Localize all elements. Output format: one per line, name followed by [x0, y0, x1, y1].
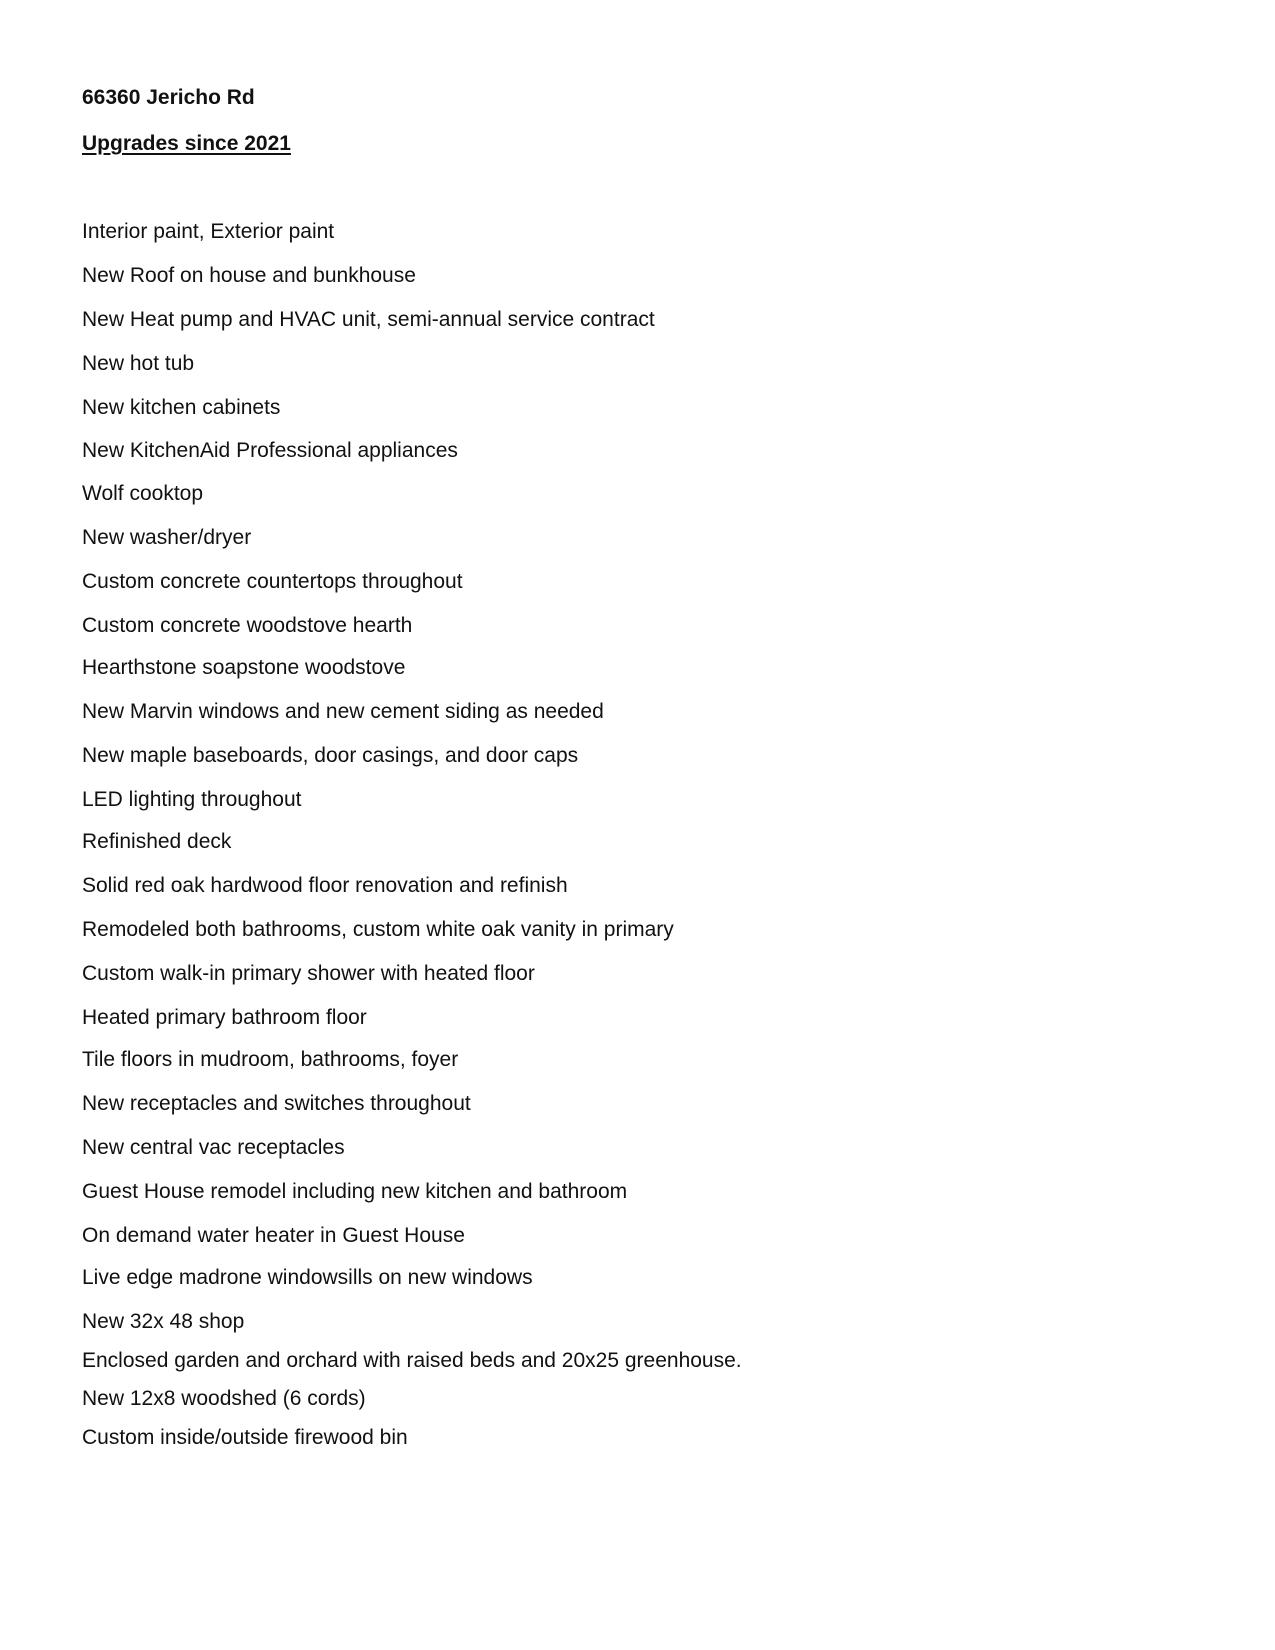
list-item: New KitchenAid Professional appliances [82, 439, 458, 462]
list-item: New 12x8 woodshed (6 cords) [82, 1387, 366, 1410]
list-item: Refinished deck [82, 830, 232, 853]
list-item: New 32x 48 shop [82, 1310, 245, 1333]
list-item: Custom concrete countertops throughout [82, 570, 463, 593]
list-item: Custom inside/outside firewood bin [82, 1426, 408, 1449]
list-item: New Marvin windows and new cement siding as needed [82, 700, 604, 723]
list-item: Live edge madrone windowsills on new windows [82, 1266, 533, 1289]
list-item: New Heat pump and HVAC unit, semi-annual service contract [82, 308, 655, 331]
list-item: Heated primary bathroom floor [82, 1006, 367, 1029]
list-item: New central vac receptacles [82, 1136, 345, 1159]
list-item: Interior paint, Exterior paint [82, 220, 335, 243]
list-item: Solid red oak hardwood floor renovation and refinish [82, 874, 568, 897]
list-item: On demand water heater in Guest House [82, 1224, 465, 1247]
list-item: New maple baseboards, door casings, and door caps [82, 744, 579, 767]
list-item: Tile floors in mudroom, bathrooms, foyer [82, 1048, 459, 1071]
list-item: New hot tub [82, 352, 195, 375]
list-item: Enclosed garden and orchard with raised beds and 20x25 greenhouse. [82, 1349, 742, 1372]
list-item: Wolf cooktop [82, 482, 204, 505]
list-item: New washer/dryer [82, 526, 252, 549]
list-item: Remodeled both bathrooms, custom white oak vanity in primary [82, 918, 674, 941]
page-title: 66360 Jericho Rd [82, 86, 255, 109]
list-item: Hearthstone soapstone woodstove [82, 656, 406, 679]
upgrades-list [82, 0, 1182, 1650]
list-item: New receptacles and switches throughout [82, 1092, 471, 1115]
list-item: New kitchen cabinets [82, 396, 281, 419]
list-item: New Roof on house and bunkhouse [82, 264, 416, 287]
list-item: Guest House remodel including new kitchen and bathroom [82, 1180, 628, 1203]
list-item: LED lighting throughout [82, 788, 302, 811]
list-item: Custom concrete woodstove hearth [82, 614, 413, 637]
list-item: Custom walk-in primary shower with heated floor [82, 962, 535, 985]
page-subtitle: Upgrades since 2021 [82, 132, 291, 155]
